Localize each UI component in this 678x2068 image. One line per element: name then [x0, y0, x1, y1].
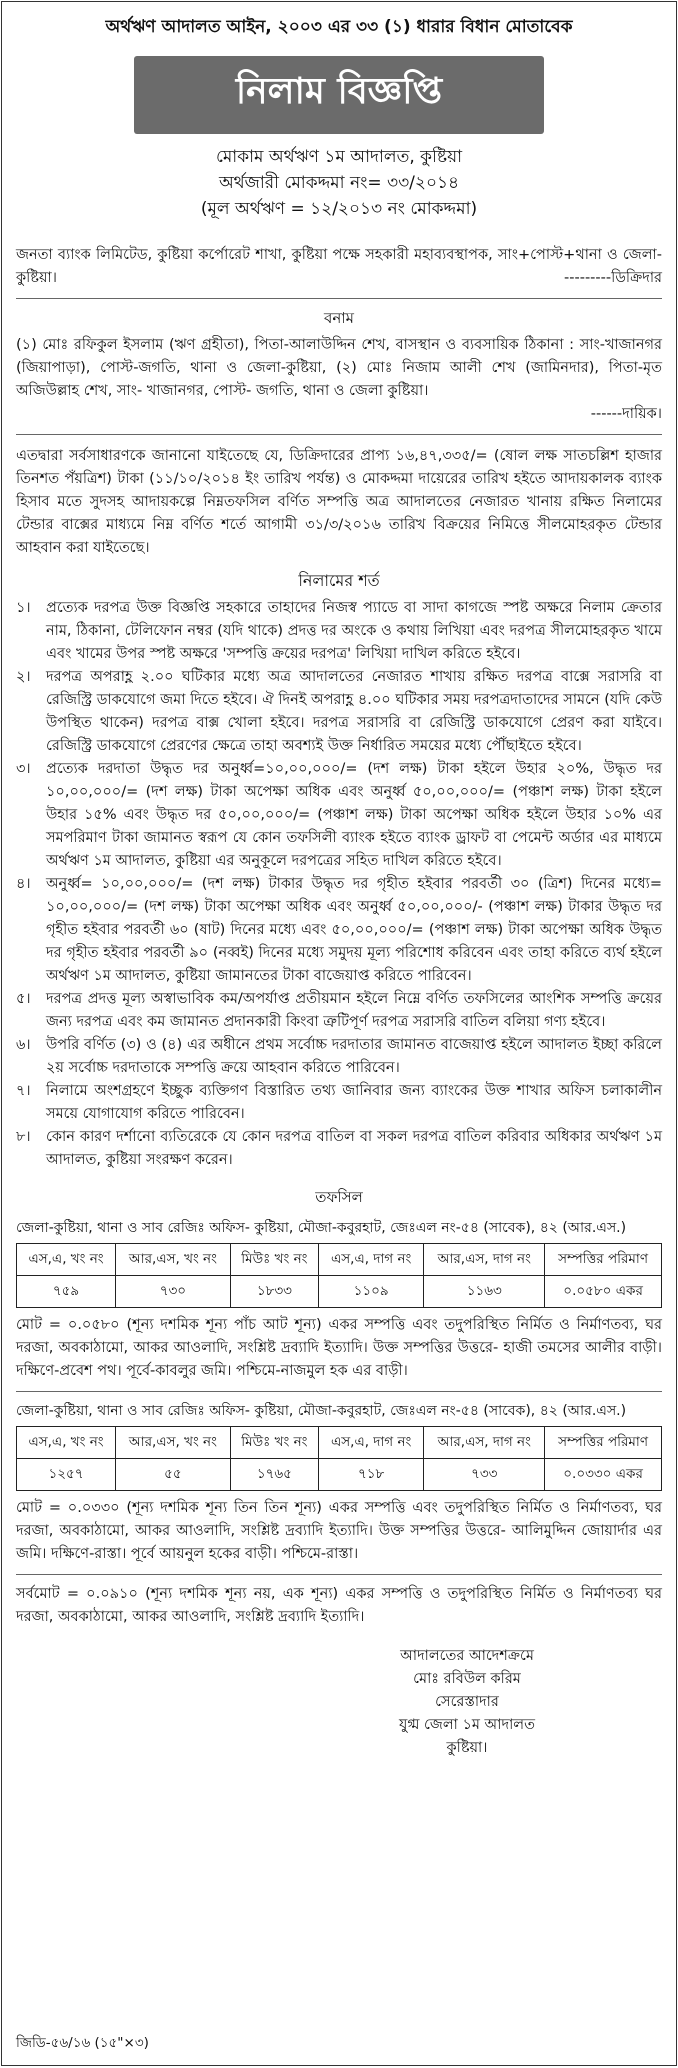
signature-block [352, 1645, 582, 1760]
table-cell: ৫৫ [116, 1459, 231, 1491]
auction-notice-page [1, 1, 677, 2066]
table-row [17, 1459, 662, 1491]
condition-item [16, 873, 662, 988]
column-header: সম্পত্তির পরিমাণ [545, 1244, 662, 1276]
condition-number: ৪। [16, 876, 31, 892]
table-cell: ১১০৯ [318, 1276, 423, 1308]
gd-code: জিডি-৫৬/১৬ (১৫"×৩) [16, 2035, 149, 2051]
condition-text: দরপত্র অপরাহ্ণ ২.০০ ঘটিকার মধ্যে অত্র আদালতের নেজারত শাখায় রক্ষিত দরপত্র বাক্সে সরাসরি বা রেজিস্ট্রি ডাকযোগে জমা দিতে হইবে। ঐ দিনই অপরাহ্ণ ৪.০০ ঘটিকার সময় দরপত্রদাতাদের সামনে (যদি কেউ উপস্থিত থাকেন) দরপত্র বাক্স খোলা হইবে। দরপত্র সরাসরি বা রেজিস্ট্রি ডাকযোগে প্রেরণ করা যাইবে। রেজিস্ট্রি ডাকযোগে প্রেরণের ক্ষেত্রে তাহা অবশ্যই উক্ত নির্ধারিত সময়ের মধ্যে পৌঁছাইতে হইবে। [46, 669, 662, 754]
notice-content [16, 10, 662, 1760]
condition-text: অনুর্ধ্ব= ১০,০০,০০০/= (দশ লক্ষ) টাকার উদ্ধৃত দর গৃহীত হইবার পরবর্তী ৩০ (ত্রিশ) দিনের মধ্যে= ১০,০০,০০০/= (দশ লক্ষ) টাকা অপেক্ষা অধিক এবং অনুর্ধ্ব ৫০,০০,০০০/- (পঞ্চাশ লক্ষ) টাকার উদ্ধৃত দর গৃহীত হইবার পরবর্তী ৬০ (ষাট) দিনের মধ্যে এবং ৫০,০০,০০০/= (পঞ্চাশ লক্ষ) টাকা অপেক্ষা অধিক উদ্ধৃত দর গৃহীত হইবার পরবর্তী ৯০ (নব্বই) দিনের মধ্যে সমুদয় মূল্য পরিশোধ করিবেন এবং তাহা করিতে ব্যর্থ হইলে অর্থঋণ ১ম আদালত, কুষ্টিয়া জামানতের টাকা বাজেয়াপ্ত করিতে পারিবেন। [46, 876, 662, 984]
table-header-row [17, 1244, 662, 1276]
law-heading: অর্থঋণ আদালত আইন, ২০০৩ এর ৩৩ (১) ধারার বিধান মোতাবেক [105, 17, 573, 37]
condition-text: উপরি বর্ণিত (৩) ও (৪) এর অধীনে প্রথম সর্বোচ্চ দরদাতার জামানত বাজেয়াপ্ত হইলে আদালত ইচ্ছা করিলে ২য় সর্বোচ্চ দরদাতাকে সম্পত্তি ক্রয়ে আহবান করিতে পারিবেন। [46, 1037, 662, 1076]
condition-number: ৬। [16, 1037, 31, 1053]
table-cell: ০.০৩৩০ একর [545, 1459, 662, 1491]
condition-item [16, 988, 662, 1034]
schedule-title: তফসিল [315, 1188, 363, 1206]
column-header: আর,এস, দাগ নং [424, 1244, 545, 1276]
table-cell: ৭৫৯ [17, 1276, 116, 1308]
court-info [16, 144, 662, 222]
court-name: মোকাম অর্থঋণ ১ম আদালত, কুষ্টিয়া [215, 147, 463, 167]
condition-number: ২। [16, 669, 31, 685]
schedule-location: জেলা-কুষ্টিয়া, থানা ও সাব রেজিঃ অফিস- কুষ্টিয়া, মৌজা-কবুরহাট, জেঃএল নং-৫৪ (সাবেক), ৪২ (আর.এস.) [16, 1220, 627, 1236]
original-case-number: (মূল অর্থঋণ = ১২/২০১৩ নং মোকদ্দমা) [200, 199, 478, 219]
divider [16, 1391, 662, 1392]
defendants-block [16, 334, 662, 426]
schedule-summary: মোট = ০.০৩৩০ (শূন্য দশমিক শূন্য তিন তিন শূন্য) একর সম্পত্তি এবং তদুপরিস্থিত নির্মিত ও নির্মাণতব্য, ঘর দরজা, অবকাঠামো, আকর আওলাদি, সংশ্লিষ্ট দ্রব্যাদি ইত্যাদি। উক্ত সম্পত্তির উত্তরে- আলিমুদ্দিন জোয়ার্দার এর জমি। দক্ষিণে-রাস্তা। পূর্বে আয়নুল হকের বাড়ী। পশ্চিমে-রাস্তা। [16, 1500, 662, 1562]
condition-number: ৩। [16, 761, 31, 777]
schedule-summary: মোট = ০.০৫৮০ (শূন্য দশমিক শূন্য পাঁচ আট শূন্য) একর সম্পত্তি এবং তদুপরিস্থিত নির্মিত ও নির্মাণতব্য, ঘর দরজা, অবকাঠামো, আকর আওলাদি, সংশ্লিষ্ট দ্রব্যাদি ইত্যাদি। উক্ত সম্পত্তির উত্তরে- হাজী তমসের আলীর বাড়ী। দক্ষিণে-প্রবেশ পথ। পূর্বে-কাবলুর জমি। পশ্চিমে-নাজমুল হক এর বাড়ী। [16, 1317, 662, 1379]
signatory-title: সেরেস্তাদার [435, 1694, 499, 1710]
condition-item [16, 1034, 662, 1080]
table-cell: ১১৬৩ [424, 1276, 545, 1308]
condition-item [16, 597, 662, 666]
column-header: মিউঃ খং নং [230, 1427, 318, 1459]
defendants-role: ------দায়িক। [590, 406, 662, 422]
table-cell: ৭৩৩ [424, 1459, 545, 1491]
condition-text: প্রত্যেক দরদাতা উদ্ধৃত দর অনুর্ধ্ব=১০,০০,০০০/= (দশ লক্ষ) টাকা হইলে উহার ২০%, উদ্ধৃত দর ১০,০০,০০০/= (দশ লক্ষ) টাকা অপেক্ষা অধিক এবং অনুর্ধ্ব ৫০,০০,০০০/= (পঞ্চাশ লক্ষ) টাকা হইলে উহার ১৫% এবং উদ্ধৃত দর ৫০,০০,০০০/= (পঞ্চাশ লক্ষ) টাকা অপেক্ষা অধিক হইলে উহার ১০% এর সমপরিমাণ টাকা জামানত স্বরূপ যে কোন তফসিলী ব্যাংক হইতে ব্যাংক ড্রাফট বা পেমেন্ট অর্ডার এর মাধ্যমে অর্থঋণ ১ম আদালত, কুষ্টিয়া এর অনুকূলে দরপত্রের সহিত দাখিল করিতে হইবে। [46, 761, 662, 869]
condition-number: ১। [16, 600, 31, 616]
condition-item [16, 1080, 662, 1126]
signature-line: আদালতের আদেশক্রমে [400, 1648, 534, 1664]
condition-text: কোন কারণ দর্শানো ব্যতিরেকে যে কোন দরপত্র বাতিল বা সকল দরপত্র বাতিল করিবার অধিকার অর্থঋণ ১ম আদালত, কুষ্টিয়া সংরক্ষণ করেন। [46, 1129, 662, 1168]
table-cell: ৭৩০ [116, 1276, 231, 1308]
table-cell: ১২৫৭ [17, 1459, 116, 1491]
signatory-court: যুগ্ম জেলা ১ম আদালত [399, 1717, 535, 1733]
defendants-text: (১) মোঃ রফিকুল ইসলাম (ঋণ গ্রহীতা), পিতা-আলাউদ্দিন শেখ, বাসস্থান ও ব্যবসায়িক ঠিকানা : সাং-খাজানগর (জিয়াপাড়া), পোস্ট-জগতি, থানা ও জেলা-কুষ্টিয়া, (২) মোঃ নিজাম আলী শেখ (জামিনদার), পিতা-মৃত অজিউল্লাহ শেখ, সাং- খাজানগর, পোস্ট- জগতি, থানা ও জেলা কুষ্টিয়া। [16, 337, 662, 399]
plaintiff-role: ---------ডিক্রিদার [564, 270, 662, 286]
column-header: মিউঃ খং নং [230, 1244, 318, 1276]
condition-text: দরপত্র প্রদত্ত মূল্য অস্বাভাবিক কম/অপর্যাপ্ত প্রতীয়মান হইলে নিম্নে বর্ণিত তফসিলের আংশিক সম্পত্তি ক্রয়ের জন্য দরপত্র এবং কম জামানত প্রদানকারী কিংবা ত্রুটিপূর্ণ দরপত্র সরাসরি বাতিল বলিয়া গণ্য হইবে। [46, 991, 662, 1030]
plaintiff-block [16, 244, 662, 290]
table-header-row [17, 1427, 662, 1459]
condition-number: ৫। [16, 991, 31, 1007]
condition-number: ৭। [16, 1083, 31, 1099]
table-row [17, 1276, 662, 1308]
table-cell: ৭১৮ [318, 1459, 423, 1491]
table-cell: ০.০৫৮০ একর [545, 1276, 662, 1308]
column-header: আর,এস, দাগ নং [424, 1427, 545, 1459]
schedule-location: জেলা-কুষ্টিয়া, থানা ও সাব রেজিঃ অফিস- কুষ্টিয়া, মৌজা-কবুরহাট, জেঃএল নং-৫৪ (সাবেক), ৪২ (আর.এস.) [16, 1403, 627, 1419]
column-header: সম্পত্তির পরিমাণ [545, 1427, 662, 1459]
column-header: আর,এস, খং নং [116, 1244, 231, 1276]
table-cell: ১৭৬৫ [230, 1459, 318, 1491]
table-cell: ১৮৩৩ [230, 1276, 318, 1308]
signatory-place: কুষ্টিয়া। [446, 1740, 488, 1756]
conditions-title: নিলামের শর্ত [298, 571, 380, 590]
condition-item [16, 758, 662, 873]
column-header: এস,এ, দাগ নং [318, 1427, 423, 1459]
column-header: এস,এ, খং নং [17, 1427, 116, 1459]
divider [16, 1574, 662, 1575]
notice-body: এতদ্বারা সর্বসাধারণকে জানানো যাইতেছে যে, ডিক্রিদারের প্রাপ্য ১৬,৪৭,৩৩৫/= (ষোল লক্ষ সাতচল্লিশ হাজার তিনশত পঁয়ত্রিশ) টাকা (১১/১০/২০১৪ ইং তারিখ পর্যন্ত) ও মোকদ্দমা দায়েরের তারিখ হইতে আদায়কালক ব্যাংক হিসাব মতে সুদসহ আদায়কল্পে নিম্নতফসিল বর্ণিত সম্পত্তি অত্র আদালতের নেজারত খানায় রক্ষিত নিলামের টেন্ডার বাক্সের মাধ্যমে নিম্ন বর্ণিত শর্তে আগামী ৩১/৩/২০১৬ তারিখ বিক্রয়ের নিমিত্তে সীলমোহরকৃত টেন্ডার আহবান করা যাইতেছে। [16, 448, 662, 556]
signatory-name: মোঃ রবিউল করিম [413, 1671, 521, 1687]
condition-item [16, 1126, 662, 1172]
conditions-list [16, 597, 662, 1172]
schedule-table [16, 1426, 662, 1491]
case-number: অর্থজারী মোকদ্দমা নং= ৩৩/২০১৪ [218, 173, 460, 193]
notice-title-banner: নিলাম বিজ্ঞপ্তি [134, 56, 544, 134]
condition-text: প্রত্যেক দরপত্র উক্ত বিজ্ঞপ্তি সহকারে তাহাদের নিজস্ব প্যাডে বা সাদা কাগজে স্পষ্ট অক্ষরে নিলাম ক্রেতার নাম, ঠিকানা, টেলিফোন নম্বর (যদি থাকে) প্রদত্ত দর অংকে ও কথায় লিখিয়া এবং দরপত্র সীলমোহরকৃত খামে এবং খামের উপর স্পষ্ট অক্ষরে 'সম্পত্তি ক্রয়ের দরপত্র' লিখিয়া দাখিল করিতে হইবে। [46, 600, 662, 662]
schedule-table [16, 1243, 662, 1308]
divider [16, 434, 662, 435]
plaintiff-text: জনতা ব্যাংক লিমিটেড, কুষ্টিয়া কর্পোরেট শাখা, কুষ্টিয়া পক্ষে সহকারী মহাব্যবস্থাপক, সাং+পোস্ট+থানা ও জেলা-কুষ্টিয়া। [16, 247, 662, 286]
divider [16, 298, 662, 299]
condition-number: ৮। [16, 1129, 31, 1145]
column-header: আর,এস, খং নং [116, 1427, 231, 1459]
grand-total: সর্বমোট = ০.০৯১০ (শূন্য দশমিক শূন্য নয়, এক শূন্য) একর সম্পত্তি ও তদুপরিস্থিত নির্মিত ও নির্মাণতব্য ঘর দরজা, অবকাঠামো, আকর আওলাদি, সংশ্লিষ্ট দ্রব্যাদি ইত্যাদি। [16, 1586, 662, 1625]
column-header: এস,এ, খং নং [17, 1244, 116, 1276]
condition-text: নিলামে অংশগ্রহণে ইচ্ছুক ব্যক্তিগণ বিস্তারিত তথ্য জানিবার জন্য ব্যাংকের উক্ত শাখার অফিস চলাকালীন সময়ে যোগাযোগ করিতে পারিবেন। [46, 1083, 662, 1122]
versus-label: বনাম [324, 309, 354, 327]
column-header: এস,এ, দাগ নং [318, 1244, 423, 1276]
condition-item [16, 666, 662, 758]
